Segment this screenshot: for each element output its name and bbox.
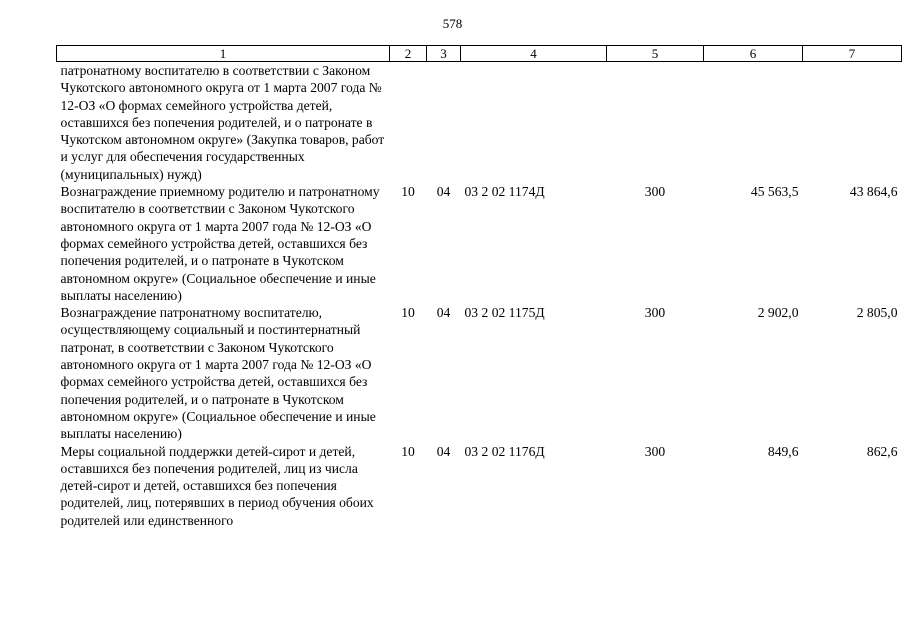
- column-header: 1: [57, 46, 390, 62]
- row-expense-type: 300: [644, 443, 666, 459]
- row-section: [390, 62, 427, 184]
- row-description: патронатному воспитателю в соответствии с Законом Чукотского автономного округа от 1 марта 2007 года № 12-ОЗ «О формах семейного устройства детей, оставшихся без попечения родителей, и о патронате в Чукотском автономном округе» (Закупка товаров, работ и услуг для обеспечения государственных (муниципальных) нужд): [60, 63, 385, 182]
- row-subsection: 04: [436, 443, 451, 459]
- budget-table: [56, 45, 902, 529]
- row-subsection: [427, 62, 461, 184]
- row-amount-2: 43 864,6: [849, 184, 898, 200]
- row-description: Вознаграждение патронатному воспитателю, осуществляющему социальный и постинтернатный патронат, в соответствии с Законом Чукотского автономного округа от 1 марта 2007 года № 12-ОЗ «О формах семейного устройства детей, оставшихся без попечения родителей, и о патронате в Чукотском автономном округе» (Социальное обеспечение и иные выплаты населению): [60, 305, 376, 442]
- row-amount-1: 2 902,0: [757, 305, 799, 321]
- row-section: 10: [401, 184, 415, 200]
- row-target-article: 03 2 02 1175Д: [464, 305, 545, 321]
- row-section: 10: [401, 443, 415, 459]
- row-amount-2: 2 805,0: [856, 305, 898, 321]
- row-expense-type: [607, 62, 704, 184]
- table-header-row: [57, 46, 902, 62]
- row-amount-2: [803, 62, 902, 184]
- table-row: [57, 62, 902, 184]
- row-target-article: 03 2 02 1174Д: [464, 184, 545, 200]
- column-header: 6: [704, 46, 803, 62]
- row-target-article: [461, 62, 607, 184]
- table-row: [57, 443, 902, 529]
- row-subsection: 04: [436, 305, 451, 321]
- column-header: 2: [390, 46, 427, 62]
- page-number: 578: [442, 16, 463, 31]
- row-section: 10: [401, 305, 415, 321]
- table-row: [57, 304, 902, 442]
- row-description: Вознаграждение приемному родителю и патронатному воспитателю в соответствии с Законом Чукотского автономного округа от 1 марта 2007 года № 12-ОЗ «О формах семейного устройства детей, оставшихся без попечения родителей, и о патронате в Чукотском автономном округе» (Социальное обеспечение и иные выплаты населению): [60, 184, 380, 303]
- row-amount-1: 849,6: [767, 443, 799, 459]
- row-subsection: 04: [436, 184, 451, 200]
- row-expense-type: 300: [644, 305, 666, 321]
- row-amount-2: 862,6: [866, 443, 898, 459]
- row-expense-type: 300: [644, 184, 666, 200]
- column-header: 5: [607, 46, 704, 62]
- row-amount-1: 45 563,5: [750, 184, 799, 200]
- row-amount-1: [704, 62, 803, 184]
- row-description: Меры социальной поддержки детей-сирот и детей, оставшихся без попечения родителей, лиц из числа детей-сирот и детей, оставшихся без попечения родителей, лиц, потерявших в период обучения обоих родителей или единственного: [60, 443, 374, 528]
- row-target-article: 03 2 02 1176Д: [464, 443, 545, 459]
- column-header: 4: [461, 46, 607, 62]
- column-header: 3: [427, 46, 461, 62]
- column-header: 7: [803, 46, 902, 62]
- table-row: [57, 183, 902, 304]
